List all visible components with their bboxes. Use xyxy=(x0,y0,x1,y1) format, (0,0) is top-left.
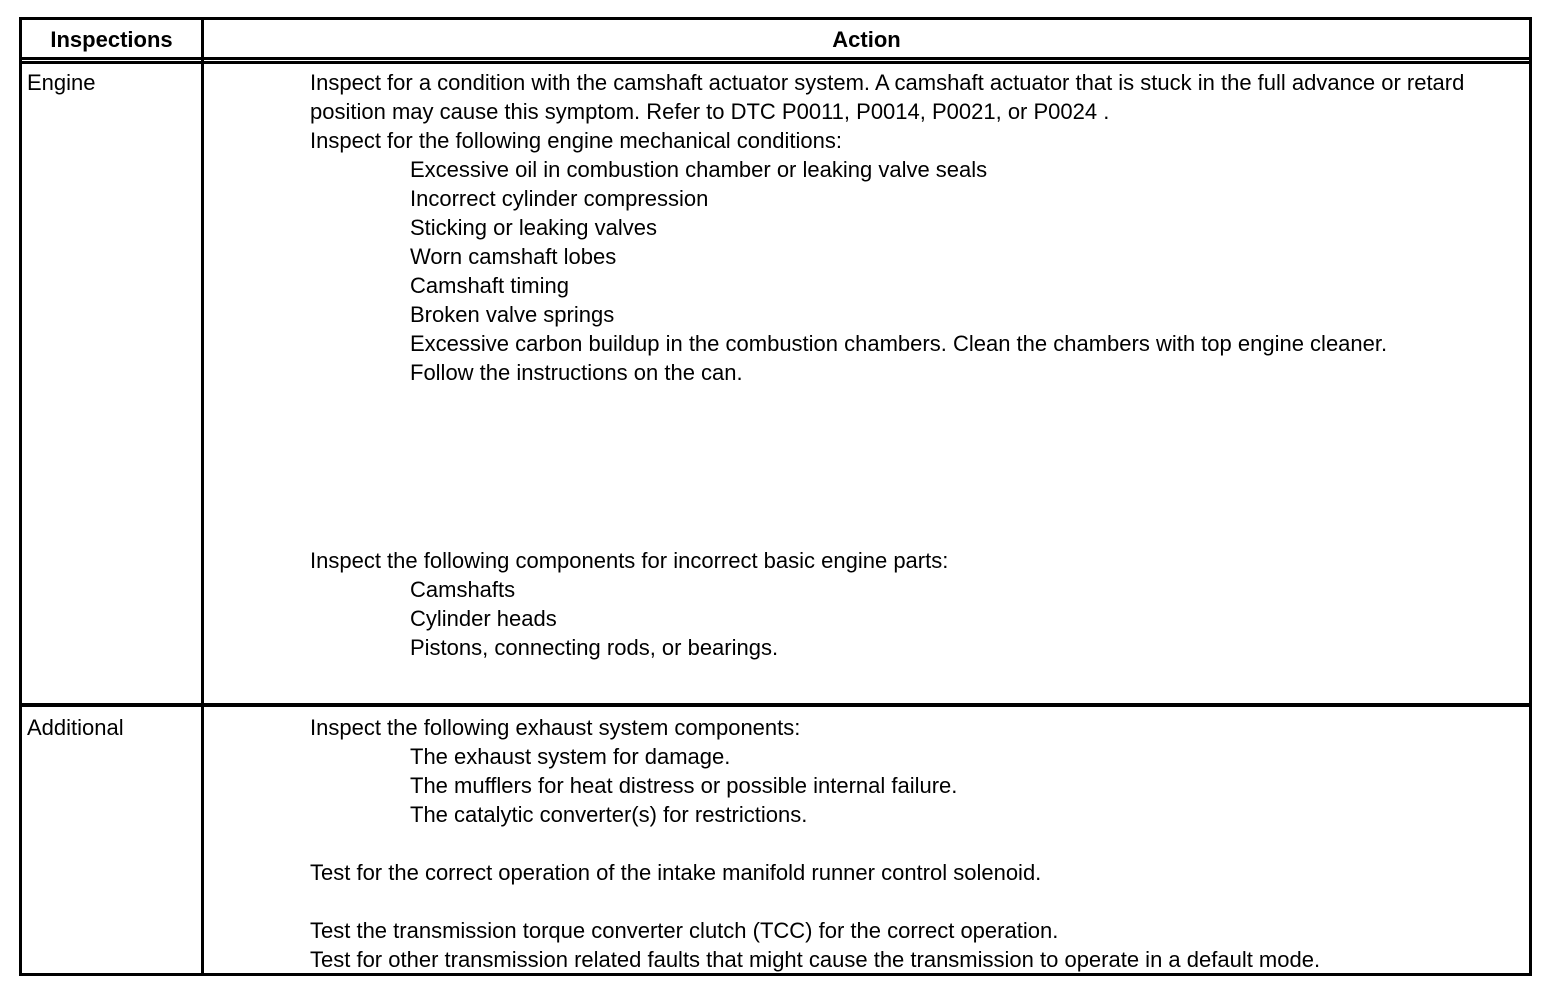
header-action: Action xyxy=(832,27,901,52)
column-divider xyxy=(201,20,204,973)
list-item: Broken valve springs xyxy=(410,302,615,327)
list-item: Pistons, connecting rods, or bearings. xyxy=(410,635,779,660)
spacer xyxy=(310,887,1525,916)
tcc-test: Test the transmission torque converter clutch (TCC) for the correct operation. xyxy=(310,918,1059,943)
additional-actions xyxy=(310,713,1525,974)
list-item: Incorrect cylinder compression xyxy=(410,186,709,211)
row-label-engine: Engine xyxy=(27,70,96,95)
header-inspections: Inspections xyxy=(50,27,173,52)
parts-intro: Inspect the following components for incorrect basic engine parts: xyxy=(310,548,949,573)
inspection-table xyxy=(19,17,1532,976)
engine-actions xyxy=(310,68,1525,662)
exhaust-intro: Inspect the following exhaust system components: xyxy=(310,715,801,740)
row-divider xyxy=(22,703,1529,707)
list-item: Excessive carbon buildup in the combustion chambers. Clean the chambers with top engine cleaner. xyxy=(410,331,1388,356)
list-item: Worn camshaft lobes xyxy=(410,244,617,269)
spacer xyxy=(310,387,1525,546)
row-label-additional: Additional xyxy=(27,715,124,740)
list-item: The mufflers for heat distress or possible internal failure. xyxy=(410,773,958,798)
mechanical-intro: Inspect for the following engine mechanical conditions: xyxy=(310,128,842,153)
transmission-test: Test for other transmission related faults that might cause the transmission to operate in a default mode. xyxy=(310,947,1321,972)
list-item: The catalytic converter(s) for restrictions. xyxy=(410,802,808,827)
list-item: Follow the instructions on the can. xyxy=(410,360,743,385)
list-item: Excessive oil in combustion chamber or leaking valve seals xyxy=(410,157,988,182)
spacer xyxy=(310,829,1525,858)
list-item: Camshaft timing xyxy=(410,273,569,298)
list-item: Sticking or leaking valves xyxy=(410,215,658,240)
camshaft-actuator-text: Inspect for a condition with the camshaft actuator system. A camshaft actuator that is stuck in the full advance or retard position may cause this symptom. Refer to DTC P0011, P0014, P0021, or P0024 . xyxy=(310,70,1465,124)
list-item: The exhaust system for damage. xyxy=(410,744,731,769)
header-rule-top xyxy=(22,57,1529,60)
list-item: Camshafts xyxy=(410,577,516,602)
list-item: Cylinder heads xyxy=(410,606,557,631)
header-rule-bottom xyxy=(22,61,1529,64)
intake-test: Test for the correct operation of the intake manifold runner control solenoid. xyxy=(310,860,1042,885)
